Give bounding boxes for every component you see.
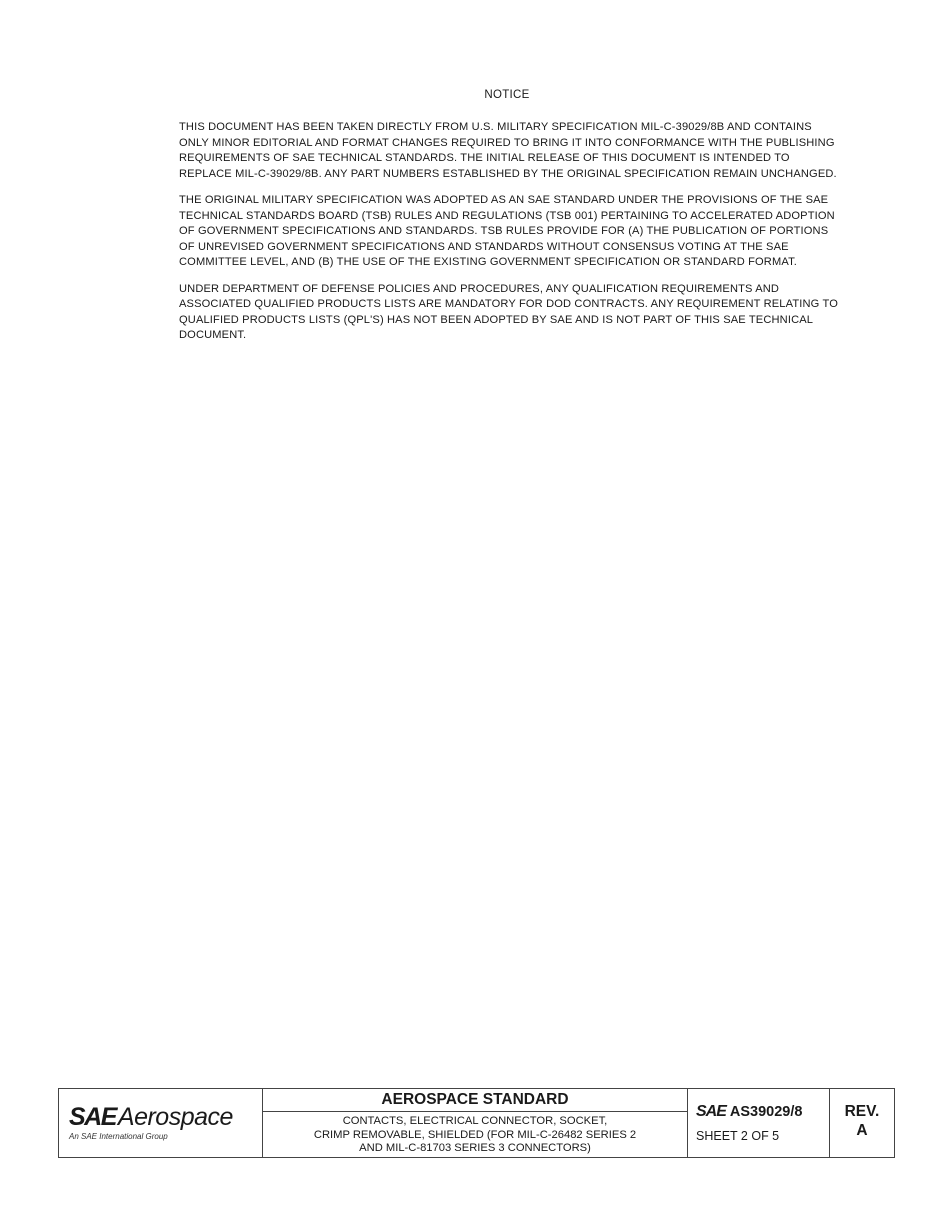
title-block	[58, 1088, 895, 1158]
notice-title: NOTICE	[484, 89, 530, 101]
notice-paragraph: THIS DOCUMENT HAS BEEN TAKEN DIRECTLY FROM U.S. MILITARY SPECIFICATION MIL-C-39029/8B AND CONTAINS ONLY MINOR EDITORIAL AND FORMAT CHANGES REQUIRED TO BRING IT INTO CONFORMANCE WITH THE PUBLISHING REQUIREMENTS OF SAE TECHNICAL STANDARDS. THE INITIAL RELEASE OF THIS DOCUMENT IS INTENDED TO REPLACE MIL-C-39029/8B. ANY PART NUMBERS ESTABLISHED BY THE ORIGINAL SPECIFICATION REMAIN UNCHANGED.	[179, 121, 837, 180]
description-line: AND MIL-C-81703 SERIES 3 CONNECTORS)	[359, 1142, 591, 1155]
standard-title: AEROSPACE STANDARD	[263, 1089, 687, 1112]
notice-paragraph: UNDER DEPARTMENT OF DEFENSE POLICIES AND PROCEDURES, ANY QUALIFICATION REQUIREMENTS AND ASSOCIATED QUALIFIED PRODUCTS LISTS ARE MANDATORY FOR DOD CONTRACTS. ANY REQUIREMENT RELATING TO QUALIFIED PRODUCTS LISTS (QPL'S) HAS NOT BEEN ADOPTED BY SAE AND IS NOT PART OF THIS SAE TECHNICAL DOCUMENT.	[179, 282, 838, 341]
sheet-number: SHEET 2 OF 5	[696, 1129, 780, 1143]
revision-cell	[830, 1089, 894, 1157]
logo-tagline: An SAE International Group	[69, 1132, 168, 1141]
logo-aerospace-text: Aerospace	[117, 1103, 233, 1131]
sae-aerospace-logo	[59, 1089, 263, 1157]
document-description	[263, 1112, 687, 1157]
revision-label: REV.	[844, 1103, 880, 1120]
document-number: AS39029/8	[729, 1104, 803, 1120]
logo-sae-text: SAE	[69, 1103, 116, 1131]
description-line: CONTACTS, ELECTRICAL CONNECTOR, SOCKET,	[342, 1115, 608, 1127]
description-line: CRIMP REMOVABLE, SHIELDED (FOR MIL-C-26482 SERIES 2	[313, 1128, 637, 1141]
title-cell	[263, 1089, 688, 1157]
sae-logo-icon: SAE	[696, 1103, 726, 1120]
notice-paragraph: THE ORIGINAL MILITARY SPECIFICATION WAS ADOPTED AS AN SAE STANDARD UNDER THE PROVISIONS OF THE SAE TECHNICAL STANDARDS BOARD (TSB) RULES AND REGULATIONS (TSB 001) PERTAINING TO ACCELERATED ADOPTION OF GOVERNMENT SPECIFICATIONS AND STANDARDS. TSB RULES PROVIDE FOR (A) THE PUBLICATION OF PORTIONS OF UNREVISED GOVERNMENT SPECIFICATIONS AND STANDARDS WITHOUT CONSENSUS VOTING AT THE SAE COMMITTEE LEVEL, AND (B) THE USE OF THE EXISTING GOVERNMENT SPECIFICATION OR STANDARD FORMAT.	[179, 194, 835, 268]
document-number-cell	[688, 1089, 830, 1157]
revision-value: A	[856, 1122, 868, 1139]
notice-body	[179, 120, 839, 355]
